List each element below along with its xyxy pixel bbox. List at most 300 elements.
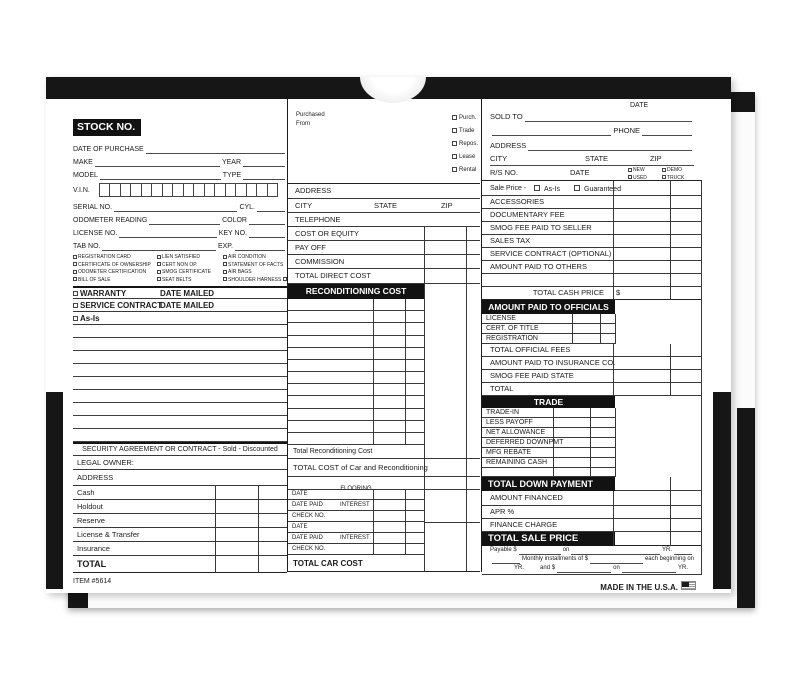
- write-line: [492, 556, 520, 564]
- insurance-co-label: AMOUNT PAID TO INSURANCE CO.: [490, 358, 616, 367]
- model-label: MODEL: [73, 172, 98, 179]
- doc-check-label: ODOMETER CERTIFICATION: [78, 269, 147, 275]
- source-option-label: Purch.: [459, 115, 477, 121]
- flooring-checkno-row: [288, 544, 424, 555]
- yr-label: YR.: [661, 547, 672, 553]
- source-option-label: Repos.: [459, 141, 479, 147]
- condition-label: USED: [633, 174, 647, 181]
- trade-in-label: TRADE-IN: [486, 409, 520, 416]
- source-option: [452, 127, 478, 140]
- and-label: and $: [540, 565, 556, 571]
- total-down-payment-header: [482, 477, 615, 491]
- back-right-band: [737, 408, 755, 608]
- purchased-from-label: [296, 111, 325, 129]
- total-cash-price-row: [482, 287, 702, 300]
- trade-col-divider: [553, 408, 554, 477]
- cents-column-divider: [670, 181, 671, 300]
- registration-label: REGISTRATION: [486, 335, 538, 342]
- on-label: on: [562, 547, 570, 553]
- amount-column-divider: [613, 491, 614, 546]
- reconditioning-cost-title: RECONDITIONING COST: [305, 286, 407, 296]
- insurance-label: Insurance: [77, 543, 110, 553]
- write-line: [249, 214, 285, 225]
- payable-line-3: [490, 565, 694, 573]
- pay-off-label: PAY OFF: [295, 242, 326, 252]
- total-direct-cost-row: [288, 269, 480, 284]
- net-allowance-row: [482, 428, 615, 438]
- checkbox: [73, 262, 77, 266]
- purchase-address-row: [288, 183, 480, 199]
- checkbox: [628, 168, 632, 172]
- item-number-label: ITEM #5614: [73, 578, 112, 585]
- field-model-type: [73, 169, 287, 180]
- yr-label: YR.: [678, 565, 689, 571]
- write-line: [119, 227, 216, 238]
- security-total-row: [73, 556, 287, 573]
- odometer-label: ODOMETER READING: [73, 217, 148, 224]
- telephone-row: [288, 213, 480, 227]
- date-paid-label: DATE PAID: [292, 501, 323, 508]
- amount-column-divider: [424, 227, 425, 572]
- sale-price-row: [482, 181, 702, 196]
- commission-label: COMMISSION: [295, 256, 345, 266]
- smog-fee-seller-row: [482, 222, 702, 235]
- made-in-usa: [482, 577, 696, 595]
- holdout-row: [73, 500, 287, 514]
- source-option: [452, 140, 478, 153]
- total-cash-price-label: TOTAL CASH PRICE: [532, 288, 604, 297]
- write-line: [590, 556, 643, 564]
- sale-address-row: [490, 139, 694, 151]
- made-in-usa-label: MADE IN THE U.S.A.: [600, 583, 678, 592]
- checkbox: [452, 141, 457, 146]
- sale-date-label: DATE: [630, 102, 649, 109]
- holdout-label: Holdout: [77, 501, 103, 511]
- doc-check-label: BILL OF SALE: [78, 276, 111, 283]
- sale-city-label: CITY: [490, 153, 508, 163]
- purchase-address-label: ADDRESS: [295, 186, 332, 195]
- checkbox: [223, 262, 227, 266]
- field-license-key: [73, 227, 287, 238]
- warranty-date-mailed-label: DATE MAILED: [160, 288, 215, 298]
- write-line: [102, 240, 215, 251]
- license-no-label: LICENSE NO.: [73, 230, 118, 237]
- registration-row: [482, 334, 615, 344]
- checkbox: [157, 270, 161, 274]
- doc-check-label: AIR CONDITION: [228, 254, 266, 260]
- write-line: [528, 139, 692, 151]
- flooring-col-divider: [373, 489, 374, 555]
- write-line: [114, 201, 237, 212]
- mfg-rebate-label: MFG REBATE: [486, 449, 531, 456]
- source-option: [452, 153, 478, 166]
- officials-total-label: TOTAL: [490, 384, 514, 393]
- doc-check-label: SMOG CERTIFICATE: [162, 269, 211, 275]
- condition-col-1: [628, 167, 647, 182]
- reconditioning-cost-header: [288, 284, 424, 299]
- source-checkboxes: [452, 114, 478, 179]
- doc-check: [157, 269, 223, 277]
- doc-check: [73, 277, 157, 285]
- cash-row: [73, 486, 287, 500]
- purchase-cost-section: [287, 99, 482, 572]
- purchased-label: Purchased: [296, 112, 325, 118]
- pay-off-row: [288, 241, 480, 255]
- doc-check-label: STATEMENT OF FACTS: [228, 261, 284, 268]
- purchase-city-row: [288, 199, 480, 213]
- write-line: [243, 169, 285, 180]
- doc-check: [73, 269, 157, 277]
- exp-label: EXP.: [217, 243, 233, 250]
- field-odometer-color: [73, 214, 287, 225]
- interest-label: INTEREST: [340, 534, 370, 541]
- total-sale-price-label: TOTAL SALE PRICE: [488, 533, 579, 544]
- as-is-checkbox: [534, 185, 540, 191]
- security-agreement-header: [73, 442, 287, 456]
- as-is-checkbox: [73, 316, 78, 321]
- make-label: MAKE: [73, 159, 93, 166]
- stock-no-label: STOCK NO.: [77, 121, 136, 133]
- officials-total-row: [482, 383, 702, 396]
- deferred-downpmt-label: DEFERRED DOWNPMT: [486, 439, 564, 446]
- flooring-header: [288, 477, 424, 492]
- doc-check: [73, 254, 157, 262]
- interest-label: INTEREST: [340, 501, 370, 508]
- cyl-label: CYL.: [239, 204, 255, 211]
- condition-option: [628, 167, 647, 175]
- amount-financed-row: [482, 491, 702, 506]
- recon-col-divider: [405, 299, 406, 445]
- trade-right-edge: [615, 408, 616, 477]
- doc-check: [157, 254, 223, 262]
- front-right-band: [713, 392, 731, 589]
- doc-checks-col2: [157, 254, 223, 284]
- write-line: [257, 201, 285, 212]
- checkbox: [157, 277, 161, 281]
- apr-row: [482, 506, 702, 519]
- tab-no-label: TAB NO.: [73, 243, 101, 250]
- currency-symbol: $: [616, 288, 621, 297]
- doc-check-label: LIEN SATISFIED: [162, 254, 200, 260]
- checkbox: [157, 262, 161, 266]
- write-line: [243, 156, 285, 167]
- as-is-row: [73, 312, 287, 325]
- payable-label: Payable $: [490, 547, 517, 553]
- write-line: [73, 338, 287, 351]
- write-line: [73, 403, 287, 416]
- flooring-title: FLOORING: [340, 486, 372, 492]
- cost-or-equity-label: COST OR EQUITY: [295, 228, 360, 238]
- reserve-row: [73, 514, 287, 528]
- checkbox: [452, 115, 457, 120]
- trade-in-row: [482, 408, 615, 418]
- mfg-rebate-row: [482, 448, 615, 458]
- rs-no-label: R/S NO.: [490, 168, 518, 177]
- phone-row: [490, 125, 694, 136]
- trade-title: TRADE: [533, 397, 564, 407]
- less-payoff-label: LESS PAYOFF: [486, 419, 533, 426]
- total-recon-row: [288, 445, 480, 459]
- doc-checks-col1: [73, 254, 157, 284]
- from-label: From: [296, 121, 310, 127]
- telephone-label: TELEPHONE: [295, 214, 341, 224]
- yr-label: YR.: [514, 565, 525, 571]
- write-line: [73, 390, 287, 403]
- finance-charge-label: FINANCE CHARGE: [490, 520, 558, 529]
- write-line: [525, 111, 692, 122]
- license-fee-row: [482, 314, 615, 324]
- checkbox: [452, 128, 457, 133]
- cell-line: [424, 489, 480, 490]
- checkbox: [73, 270, 77, 274]
- sale-price-label: Sale Price -: [490, 184, 527, 192]
- write-line: [73, 351, 287, 364]
- write-line: [73, 416, 287, 429]
- checkbox: [73, 255, 77, 259]
- total-cost-label: TOTAL COST of Car and Reconditioning: [293, 462, 428, 472]
- doc-check: [157, 277, 223, 285]
- commission-row: [288, 255, 480, 269]
- warranty-checkbox: [73, 291, 78, 296]
- each-beginning-label: each beginning on: [644, 556, 694, 562]
- amount-paid-others-row: [482, 261, 702, 274]
- total-sale-price-header: [482, 532, 615, 546]
- remaining-cash-row: [482, 458, 615, 468]
- date-of-purchase-label: DATE OF PURCHASE: [73, 146, 144, 153]
- as-is-label: As-Is: [80, 313, 100, 323]
- insurance-co-row: [482, 357, 702, 370]
- doc-check-label: SHOULDER HARNESS: [228, 276, 282, 283]
- sold-to-label: SOLD TO: [490, 112, 523, 121]
- flooring-date-row: [288, 489, 424, 500]
- cell-line: [424, 522, 480, 523]
- source-option: [452, 114, 478, 127]
- service-date-mailed-label: DATE MAILED: [160, 300, 215, 310]
- blank-charge-row: [482, 274, 702, 287]
- amount-paid-others-label: AMOUNT PAID TO OTHERS: [490, 262, 587, 271]
- source-option: [452, 166, 478, 179]
- sale-state-label: STATE: [585, 153, 609, 163]
- total-down-payment-row: [482, 477, 702, 491]
- flooring-date-label: DATE: [292, 491, 308, 497]
- sale-zip-label: ZIP: [650, 153, 662, 163]
- write-line: [73, 429, 287, 442]
- remaining-cash-label: REMAINING CASH: [486, 459, 548, 466]
- security-agreement-title: SECURITY AGREEMENT OR CONTRACT - Sold - Discounted: [82, 446, 278, 453]
- check-no-label: CHECK NO.: [292, 512, 326, 519]
- field-date-of-purchase: [73, 143, 287, 154]
- cash-label: Cash: [77, 487, 95, 497]
- total-recon-label: Total Reconditioning Cost: [293, 448, 373, 455]
- doc-check: [223, 262, 287, 270]
- sale-section: [482, 99, 702, 593]
- smog-fee-seller-label: SMOG FEE PAID TO SELLER: [490, 223, 592, 232]
- stock-no-header: [73, 119, 141, 136]
- vin-cell: [267, 183, 278, 197]
- doc-check-label: CERTIFICATE OF OWNERSHIP: [78, 261, 151, 268]
- vin-boxes: [100, 183, 278, 197]
- purchase-state-label: STATE: [374, 200, 398, 210]
- sale-section-right-edge: [701, 181, 702, 574]
- write-line: [519, 547, 561, 555]
- rs-no-row: [482, 166, 702, 181]
- monthly-installments-label: Monthly installments of $: [522, 556, 589, 562]
- usa-flag-icon: [681, 581, 696, 590]
- accessories-label: ACCESSORIES: [490, 197, 545, 206]
- checkbox: [223, 270, 227, 274]
- doc-check: [223, 254, 287, 262]
- year-label: YEAR: [221, 159, 241, 166]
- total-sale-price-row: [482, 532, 702, 546]
- checkbox: [452, 167, 457, 172]
- amount-financed-label: AMOUNT FINANCED: [490, 493, 563, 502]
- doc-check: [157, 262, 223, 270]
- color-label: COLOR: [222, 217, 247, 224]
- cents-column-divider: [258, 486, 259, 573]
- deal-form: [63, 99, 713, 593]
- write-line: [146, 143, 285, 154]
- doc-check-label: REGISTRATION CARD: [78, 254, 131, 260]
- recon-col-divider: [373, 299, 374, 445]
- front-envelope: [46, 77, 731, 593]
- reserve-label: Reserve: [77, 515, 105, 525]
- phone-label: PHONE: [613, 126, 640, 135]
- on-label: on: [613, 565, 620, 571]
- security-address-label: ADDRESS: [77, 472, 114, 482]
- vin-label: V.I.N.: [73, 187, 90, 194]
- apr-label: APR %: [490, 507, 515, 516]
- sales-tax-label: SALES TAX: [490, 236, 531, 245]
- checkbox: [223, 255, 227, 259]
- guaranteed-checkbox: [574, 185, 580, 191]
- flooring-checkno-row: [288, 511, 424, 522]
- date-paid-label: DATE PAID: [292, 534, 323, 541]
- field-tab-exp: [73, 240, 287, 251]
- total-car-cost-label: TOTAL CAR COST: [293, 558, 363, 568]
- total-down-payment-label: TOTAL DOWN PAYMENT: [488, 479, 594, 489]
- trade-header: [482, 396, 615, 408]
- sales-tax-row: [482, 235, 702, 248]
- amount-column-divider: [613, 344, 614, 396]
- checkbox: [452, 154, 457, 159]
- doc-check-label: CERT NON OP.: [162, 261, 198, 268]
- documentary-fee-row: [482, 209, 702, 222]
- officials-right-edge: [615, 314, 616, 344]
- doc-checks-col3: [223, 254, 287, 284]
- source-option-label: Rental: [459, 167, 477, 173]
- insurance-row: [73, 542, 287, 556]
- flooring-date-row: [288, 522, 424, 533]
- guaranteed-label: Guaranteed: [584, 186, 621, 193]
- write-line: [235, 240, 285, 251]
- amount-column-divider: [215, 486, 216, 573]
- warranty-label: WARRANTY: [80, 288, 127, 298]
- doc-check-label: AIR BAGS: [228, 269, 252, 275]
- total-cost-row: [288, 459, 480, 477]
- total-official-fees-row: [482, 344, 702, 357]
- officials-header: [482, 300, 615, 314]
- sale-city-row: [490, 152, 694, 166]
- write-line: [249, 227, 285, 238]
- security-total-label: TOTAL: [77, 559, 107, 569]
- total-direct-cost-label: TOTAL DIRECT COST: [295, 271, 371, 280]
- checkbox: [628, 175, 632, 179]
- license-transfer-label: License & Transfer: [77, 529, 140, 539]
- officials-col-divider: [600, 314, 601, 344]
- cents-column-divider: [670, 344, 671, 396]
- sold-to-row: [490, 111, 694, 122]
- flooring-date-label: DATE: [292, 523, 308, 530]
- warranty-row: [73, 286, 287, 299]
- license-transfer-row: [73, 528, 287, 542]
- write-line: [642, 125, 692, 136]
- total-car-cost-row: [288, 555, 480, 572]
- deferred-downpmt-row: [482, 438, 615, 448]
- write-line: [149, 214, 220, 225]
- write-line: [492, 125, 611, 136]
- key-no-label: KEY NO.: [218, 230, 247, 237]
- field-serial-cyl: [73, 201, 287, 212]
- smog-fee-state-row: [482, 370, 702, 383]
- security-address-row: [73, 470, 287, 486]
- doc-check-label: SEAT BELTS: [162, 276, 192, 283]
- officials-title: AMOUNT PAID TO OFFICIALS: [488, 302, 609, 312]
- service-contract-checkbox: [73, 303, 78, 308]
- cents-column-divider: [466, 227, 467, 572]
- purchase-city-label: CITY: [295, 200, 313, 210]
- documentary-fee-label: DOCUMENTARY FEE: [490, 210, 565, 219]
- checkbox: [73, 277, 77, 281]
- condition-label: DEMO: [667, 167, 682, 173]
- write-line: [674, 547, 692, 555]
- trade-col-divider: [590, 408, 591, 477]
- doc-check: [223, 269, 287, 277]
- front-left-band: [46, 392, 63, 589]
- condition-label: TRUCK: [667, 174, 685, 181]
- payable-line-2: [490, 556, 694, 564]
- write-line: [73, 325, 287, 338]
- type-label: TYPE: [222, 172, 241, 179]
- condition-label: NEW: [633, 167, 645, 173]
- checkbox: [662, 175, 666, 179]
- service-contract-optional-row: [482, 248, 702, 261]
- serial-no-label: SERIAL NO.: [73, 204, 113, 211]
- payable-bottom-line: [482, 574, 702, 575]
- write-line: [557, 565, 611, 573]
- cents-column-divider: [670, 477, 671, 546]
- total-official-fees-label: TOTAL OFFICIAL FEES: [490, 345, 571, 354]
- write-line: [571, 547, 660, 555]
- condition-col-2: [662, 167, 684, 182]
- write-line: [73, 377, 287, 390]
- write-line: [73, 364, 287, 377]
- write-line: [622, 565, 676, 573]
- vehicle-section: [73, 99, 287, 593]
- blank-trade-row: [482, 468, 615, 477]
- checkbox: [662, 168, 666, 172]
- condition-option: [662, 167, 684, 175]
- less-payoff-row: [482, 418, 615, 428]
- smog-fee-state-label: SMOG FEE PAID STATE: [490, 371, 574, 380]
- accessories-row: [482, 196, 702, 209]
- license-fee-label: LICENSE: [486, 315, 516, 322]
- sale-address-label: ADDRESS: [490, 141, 527, 150]
- finance-charge-row: [482, 519, 702, 532]
- legal-owner-row: [73, 456, 287, 470]
- service-contract-label: SERVICE CONTRACT: [80, 300, 163, 310]
- cert-of-title-label: CERT. OF TITLE: [486, 325, 539, 332]
- flooring-col-divider: [405, 489, 406, 555]
